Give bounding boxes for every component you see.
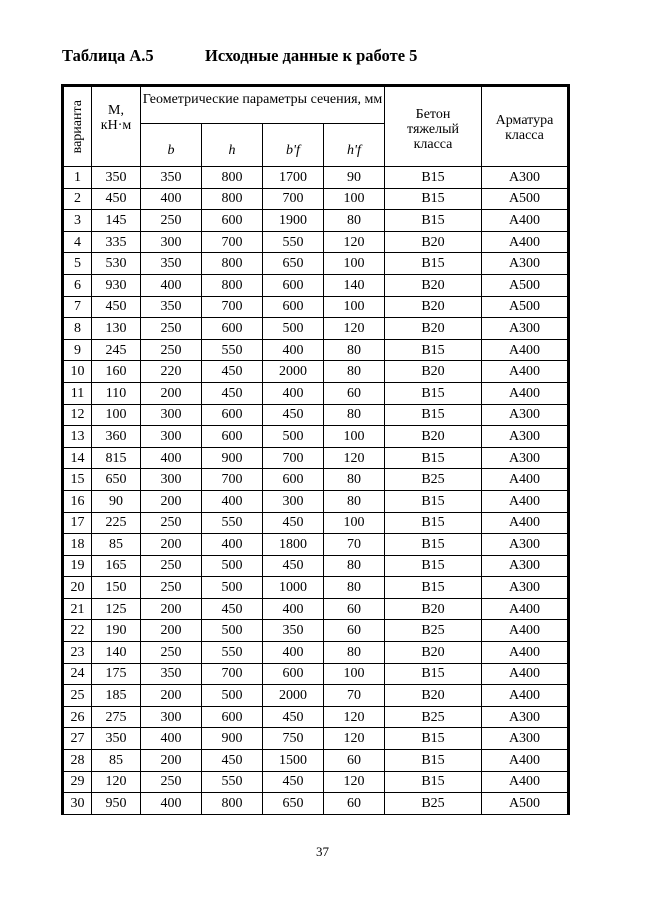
table-cell: 13 (63, 426, 92, 448)
table-cell: A400 (482, 620, 569, 642)
table-cell: 450 (263, 555, 324, 577)
table-cell: B15 (385, 167, 482, 189)
table-cell: 120 (92, 771, 141, 793)
table-cell: 90 (324, 167, 385, 189)
table-cell: 20 (63, 577, 92, 599)
table-cell: B15 (385, 404, 482, 426)
table-cell: 450 (92, 188, 141, 210)
table-cell: 22 (63, 620, 92, 642)
table-cell: 130 (92, 318, 141, 340)
table-cell: 60 (324, 382, 385, 404)
table-cell: B15 (385, 490, 482, 512)
table-cell: 600 (263, 469, 324, 491)
table-cell: A400 (482, 685, 569, 707)
header-geometry: Геометрические параметры сечения, мм (141, 86, 385, 124)
table-cell: 400 (141, 793, 202, 815)
table-cell: B15 (385, 663, 482, 685)
table-cell: 60 (324, 620, 385, 642)
table-body (63, 167, 569, 815)
table-cell: A400 (482, 469, 569, 491)
table-row (63, 793, 569, 815)
table-cell: B20 (385, 361, 482, 383)
table-row (63, 469, 569, 491)
table-cell: 29 (63, 771, 92, 793)
table-cell: 500 (263, 426, 324, 448)
table-cell: 360 (92, 426, 141, 448)
table-row (63, 512, 569, 534)
table-row (63, 426, 569, 448)
table-cell: 600 (202, 404, 263, 426)
table-cell: A400 (482, 642, 569, 664)
table-cell: 100 (92, 404, 141, 426)
table-cell: A300 (482, 728, 569, 750)
table-cell: 350 (141, 296, 202, 318)
table-cell: 90 (92, 490, 141, 512)
table-cell: 350 (141, 167, 202, 189)
table-cell: 200 (141, 598, 202, 620)
table-cell: 300 (141, 404, 202, 426)
table-cell: 23 (63, 642, 92, 664)
table-cell: 80 (324, 210, 385, 232)
table-cell: 500 (202, 555, 263, 577)
table-cell: 700 (263, 188, 324, 210)
table-cell: B25 (385, 469, 482, 491)
table-cell: A400 (482, 231, 569, 253)
table-row (63, 339, 569, 361)
table-cell: 250 (141, 318, 202, 340)
table-cell: 120 (324, 728, 385, 750)
table-cell: A400 (482, 663, 569, 685)
table-cell: 350 (141, 253, 202, 275)
table-row (63, 728, 569, 750)
table-cell: A400 (482, 490, 569, 512)
header-bf: b'f (263, 124, 324, 167)
page-number: 37 (316, 844, 329, 859)
table-cell: 300 (141, 469, 202, 491)
table-cell: B20 (385, 231, 482, 253)
table-cell: A400 (482, 598, 569, 620)
table-cell: A500 (482, 793, 569, 815)
table-cell: 245 (92, 339, 141, 361)
table-cell: A300 (482, 167, 569, 189)
table-cell: A300 (482, 577, 569, 599)
table-cell: A400 (482, 339, 569, 361)
table-cell: 300 (141, 231, 202, 253)
table-row (63, 706, 569, 728)
table-cell: 250 (141, 339, 202, 361)
table-cell: 350 (92, 728, 141, 750)
table-cell: 400 (141, 274, 202, 296)
table-row (63, 231, 569, 253)
table-cell: B20 (385, 274, 482, 296)
table-row (63, 253, 569, 275)
table-cell: 400 (141, 447, 202, 469)
table-cell: 1900 (263, 210, 324, 232)
table-row (63, 598, 569, 620)
table-cell: B20 (385, 318, 482, 340)
table-cell: 4 (63, 231, 92, 253)
table-row (63, 555, 569, 577)
table-cell: A400 (482, 361, 569, 383)
table-cell: B15 (385, 534, 482, 556)
table-cell: 25 (63, 685, 92, 707)
table-row (63, 296, 569, 318)
table-cell: 145 (92, 210, 141, 232)
table-cell: B15 (385, 339, 482, 361)
table-cell: 650 (263, 793, 324, 815)
table-row (63, 685, 569, 707)
table-row (63, 577, 569, 599)
table-cell: B20 (385, 642, 482, 664)
table-cell: 450 (202, 361, 263, 383)
table-cell: 120 (324, 231, 385, 253)
table-cell: 400 (141, 188, 202, 210)
table-cell: 140 (324, 274, 385, 296)
table-cell: B15 (385, 728, 482, 750)
table-cell: 120 (324, 447, 385, 469)
table-cell: 600 (263, 663, 324, 685)
table-cell: 185 (92, 685, 141, 707)
table-cell: 80 (324, 339, 385, 361)
table-cell: 1500 (263, 750, 324, 772)
table-cell: 450 (263, 404, 324, 426)
table-cell: 600 (202, 210, 263, 232)
table-cell: 125 (92, 598, 141, 620)
table-cell: 7 (63, 296, 92, 318)
table-row (63, 663, 569, 685)
table-cell: 300 (141, 706, 202, 728)
table-cell: 100 (324, 188, 385, 210)
table-cell: A300 (482, 706, 569, 728)
table-cell: 14 (63, 447, 92, 469)
table-cell: A500 (482, 188, 569, 210)
table-cell: B20 (385, 426, 482, 448)
table-cell: B20 (385, 598, 482, 620)
table-cell: A400 (482, 771, 569, 793)
table-cell: B15 (385, 750, 482, 772)
table-cell: 6 (63, 274, 92, 296)
table-cell: 5 (63, 253, 92, 275)
table-cell: 16 (63, 490, 92, 512)
table-cell: 400 (263, 382, 324, 404)
table-cell: 500 (202, 620, 263, 642)
table-cell: B25 (385, 793, 482, 815)
table-cell: A500 (482, 274, 569, 296)
table-cell: 600 (202, 426, 263, 448)
table-cell: 60 (324, 793, 385, 815)
table-cell: 100 (324, 253, 385, 275)
table-cell: 80 (324, 490, 385, 512)
table-cell: 21 (63, 598, 92, 620)
table-cell: 2000 (263, 361, 324, 383)
table-cell: 900 (202, 728, 263, 750)
table-cell: 85 (92, 534, 141, 556)
table-cell: 140 (92, 642, 141, 664)
table-cell: 900 (202, 447, 263, 469)
table-cell: 85 (92, 750, 141, 772)
table-cell: 80 (324, 555, 385, 577)
table-cell: 100 (324, 512, 385, 534)
table-cell: 350 (263, 620, 324, 642)
table-row (63, 404, 569, 426)
table-cell: 80 (324, 469, 385, 491)
table-cell: 800 (202, 274, 263, 296)
table-cell: A300 (482, 318, 569, 340)
table-cell: 800 (202, 793, 263, 815)
table-cell: 220 (141, 361, 202, 383)
table-cell: 80 (324, 404, 385, 426)
header-variant: варианта (63, 86, 92, 167)
table-cell: 28 (63, 750, 92, 772)
table-cell: 8 (63, 318, 92, 340)
table-caption (62, 46, 418, 66)
table-cell: B25 (385, 620, 482, 642)
table-cell: 9 (63, 339, 92, 361)
table-cell: 250 (141, 577, 202, 599)
table-row (63, 447, 569, 469)
table-row (63, 642, 569, 664)
table-cell: 12 (63, 404, 92, 426)
header-h: h (202, 124, 263, 167)
table-cell: 80 (324, 642, 385, 664)
table-cell: 450 (202, 382, 263, 404)
table-cell: 550 (263, 231, 324, 253)
table-cell: 250 (141, 642, 202, 664)
table-row (63, 534, 569, 556)
table-cell: 2000 (263, 685, 324, 707)
table-cell: B15 (385, 577, 482, 599)
initial-data-table (61, 84, 570, 815)
table-row (63, 771, 569, 793)
table-cell: B15 (385, 253, 482, 275)
table-cell: 15 (63, 469, 92, 491)
table-cell: 700 (202, 296, 263, 318)
table-cell: 400 (263, 598, 324, 620)
table-cell: 400 (202, 490, 263, 512)
table-cell: B25 (385, 706, 482, 728)
table-cell: 300 (141, 426, 202, 448)
table-row (63, 167, 569, 189)
table-cell: B15 (385, 382, 482, 404)
table-cell: 26 (63, 706, 92, 728)
table-cell: 800 (202, 188, 263, 210)
table-cell: 750 (263, 728, 324, 750)
table-cell: 70 (324, 534, 385, 556)
table-row (63, 210, 569, 232)
table-cell: A300 (482, 534, 569, 556)
table-cell: 30 (63, 793, 92, 815)
table-title: Исходные данные к работе 5 (205, 46, 418, 65)
header-moment: М, кН·м (92, 86, 141, 167)
table-cell: 550 (202, 771, 263, 793)
table-cell: B15 (385, 447, 482, 469)
table-cell: 1 (63, 167, 92, 189)
header-b: b (141, 124, 202, 167)
table-cell: 10 (63, 361, 92, 383)
table-cell: 600 (263, 274, 324, 296)
table-cell: 450 (263, 512, 324, 534)
table-cell: 11 (63, 382, 92, 404)
table-cell: B15 (385, 188, 482, 210)
table-cell: 450 (92, 296, 141, 318)
table-cell: 200 (141, 490, 202, 512)
table-cell: 550 (202, 512, 263, 534)
table-cell: 335 (92, 231, 141, 253)
table-cell: 500 (263, 318, 324, 340)
table-cell: 80 (324, 361, 385, 383)
table-cell: 60 (324, 598, 385, 620)
table-cell: B20 (385, 685, 482, 707)
table-cell: 200 (141, 750, 202, 772)
table-row (63, 274, 569, 296)
table-cell: 350 (92, 167, 141, 189)
table-cell: 650 (263, 253, 324, 275)
table-cell: A400 (482, 382, 569, 404)
table-cell: 150 (92, 577, 141, 599)
table-cell: 1700 (263, 167, 324, 189)
table-cell: A500 (482, 296, 569, 318)
table-cell: 24 (63, 663, 92, 685)
table-cell: B20 (385, 296, 482, 318)
table-cell: 400 (202, 534, 263, 556)
table-cell: 1000 (263, 577, 324, 599)
table-cell: 450 (202, 750, 263, 772)
table-cell: 200 (141, 620, 202, 642)
table-row (63, 382, 569, 404)
table-cell: 225 (92, 512, 141, 534)
table-cell: 2 (63, 188, 92, 210)
table-cell: 175 (92, 663, 141, 685)
table-cell: 600 (202, 706, 263, 728)
header-rebar: Арматура класса (482, 86, 569, 167)
table-cell: 800 (202, 167, 263, 189)
table-cell: 165 (92, 555, 141, 577)
table-cell: 600 (263, 296, 324, 318)
table-cell: 600 (202, 318, 263, 340)
table-cell: 18 (63, 534, 92, 556)
table-cell: B15 (385, 210, 482, 232)
table-cell: 450 (263, 771, 324, 793)
table-cell: 200 (141, 685, 202, 707)
table-cell: 500 (202, 577, 263, 599)
table-cell: 80 (324, 577, 385, 599)
table-row (63, 188, 569, 210)
table-row (63, 318, 569, 340)
table-cell: 250 (141, 512, 202, 534)
table-cell: 100 (324, 426, 385, 448)
table-row (63, 620, 569, 642)
table-cell: 550 (202, 642, 263, 664)
table-cell: B15 (385, 771, 482, 793)
table-cell: 190 (92, 620, 141, 642)
table-cell: B15 (385, 555, 482, 577)
table-cell: 275 (92, 706, 141, 728)
table-cell: 200 (141, 534, 202, 556)
table-cell: 700 (202, 663, 263, 685)
header-concrete: Бетон тяжелый класса (385, 86, 482, 167)
table-cell: 800 (202, 253, 263, 275)
table-row (63, 361, 569, 383)
table-cell: A300 (482, 404, 569, 426)
table-cell: 950 (92, 793, 141, 815)
table-cell: 100 (324, 663, 385, 685)
table-cell: 19 (63, 555, 92, 577)
table-row (63, 750, 569, 772)
table-cell: B15 (385, 512, 482, 534)
table-cell: 815 (92, 447, 141, 469)
table-cell: 530 (92, 253, 141, 275)
table-cell: A400 (482, 210, 569, 232)
table-cell: A300 (482, 447, 569, 469)
table-cell: 450 (202, 598, 263, 620)
table-cell: 700 (202, 469, 263, 491)
table-cell: A400 (482, 512, 569, 534)
table-cell: 300 (263, 490, 324, 512)
table-cell: 27 (63, 728, 92, 750)
table-label: Таблица А.5 (62, 46, 154, 65)
table-cell: 100 (324, 296, 385, 318)
table-cell: 550 (202, 339, 263, 361)
table-cell: A300 (482, 426, 569, 448)
table-cell: 350 (141, 663, 202, 685)
table-cell: 400 (263, 642, 324, 664)
table-cell: 250 (141, 210, 202, 232)
table-cell: 17 (63, 512, 92, 534)
table-cell: 650 (92, 469, 141, 491)
table-cell: 200 (141, 382, 202, 404)
table-cell: 700 (263, 447, 324, 469)
table-cell: A400 (482, 750, 569, 772)
table-cell: 250 (141, 555, 202, 577)
table-cell: 450 (263, 706, 324, 728)
table-cell: 70 (324, 685, 385, 707)
table-cell: 60 (324, 750, 385, 772)
table-cell: 120 (324, 771, 385, 793)
table-cell: A300 (482, 555, 569, 577)
table-cell: 400 (263, 339, 324, 361)
table-cell: A300 (482, 253, 569, 275)
table-cell: 160 (92, 361, 141, 383)
table-cell: 120 (324, 318, 385, 340)
table-cell: 250 (141, 771, 202, 793)
table-cell: 700 (202, 231, 263, 253)
table-cell: 930 (92, 274, 141, 296)
table-cell: 500 (202, 685, 263, 707)
table-cell: 120 (324, 706, 385, 728)
table-cell: 400 (141, 728, 202, 750)
header-hf: h'f (324, 124, 385, 167)
table-cell: 3 (63, 210, 92, 232)
table-cell: 110 (92, 382, 141, 404)
table-row (63, 490, 569, 512)
table-cell: 1800 (263, 534, 324, 556)
